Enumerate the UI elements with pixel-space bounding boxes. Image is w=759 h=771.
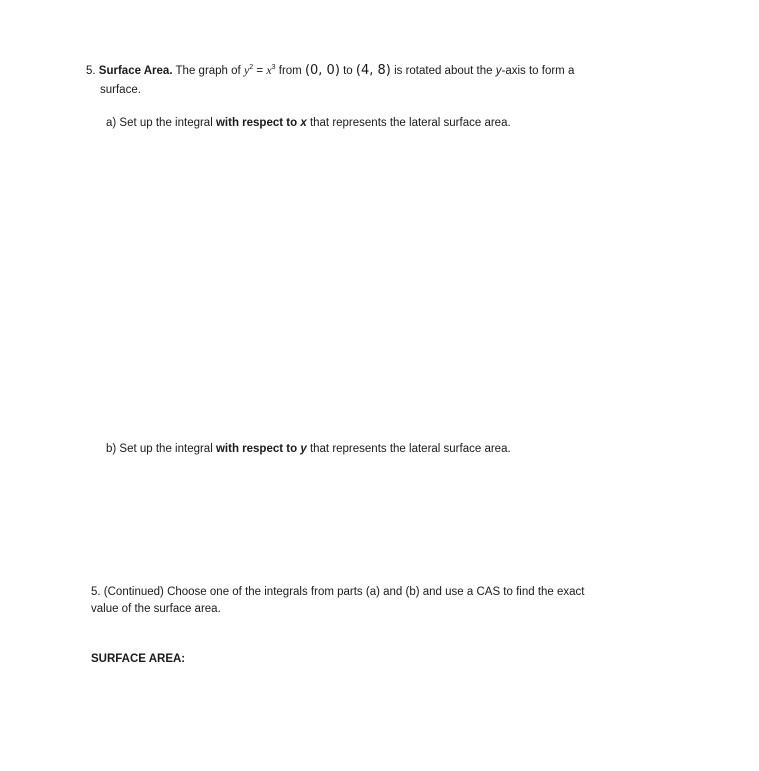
equation-rhs-exponent: 3 (271, 64, 276, 71)
from-word: from (278, 65, 302, 77)
part-a-label: a) Set up the integral (106, 117, 213, 129)
part-b-rest: that represents the lateral surface area. (309, 443, 511, 455)
rotated-pre: is rotated about the (394, 65, 493, 77)
point-start: (0, 0) (304, 63, 340, 78)
part-a-variable: x (300, 117, 307, 129)
part-b (106, 443, 511, 455)
equation-sign: = (256, 65, 264, 77)
part-a-rest: that represents the lateral surface area. (309, 117, 511, 129)
to-word: to (343, 65, 353, 77)
equation-lhs-exponent: 2 (249, 64, 254, 71)
equation-rhs: x (266, 63, 272, 77)
equation (244, 65, 279, 77)
part-b-variable: y (300, 443, 307, 455)
part-b-label: b) Set up the integral (106, 443, 213, 455)
problem-statement-line2: surface. (100, 84, 141, 96)
point-end: (4, 8) (355, 63, 391, 78)
problem-statement (86, 63, 574, 78)
surface-area-answer-label: SURFACE AREA: (91, 653, 186, 665)
part-a-emphasis: with respect to (215, 117, 298, 129)
rotated-post: -axis to form a (501, 65, 575, 77)
part-a (106, 117, 511, 129)
continued-line1: 5. (Continued) Choose one of the integrals from parts (a) and (b) and use a CAS to find the exact (91, 586, 585, 598)
continued-line2: value of the surface area. (91, 603, 221, 615)
axis-variable: y (495, 65, 502, 77)
part-b-emphasis: with respect to (215, 443, 298, 455)
problem-title: Surface Area. (98, 65, 173, 77)
problem-intro: The graph of (175, 65, 241, 77)
equation-lhs: y (243, 63, 250, 77)
problem-number: 5. (86, 65, 96, 77)
